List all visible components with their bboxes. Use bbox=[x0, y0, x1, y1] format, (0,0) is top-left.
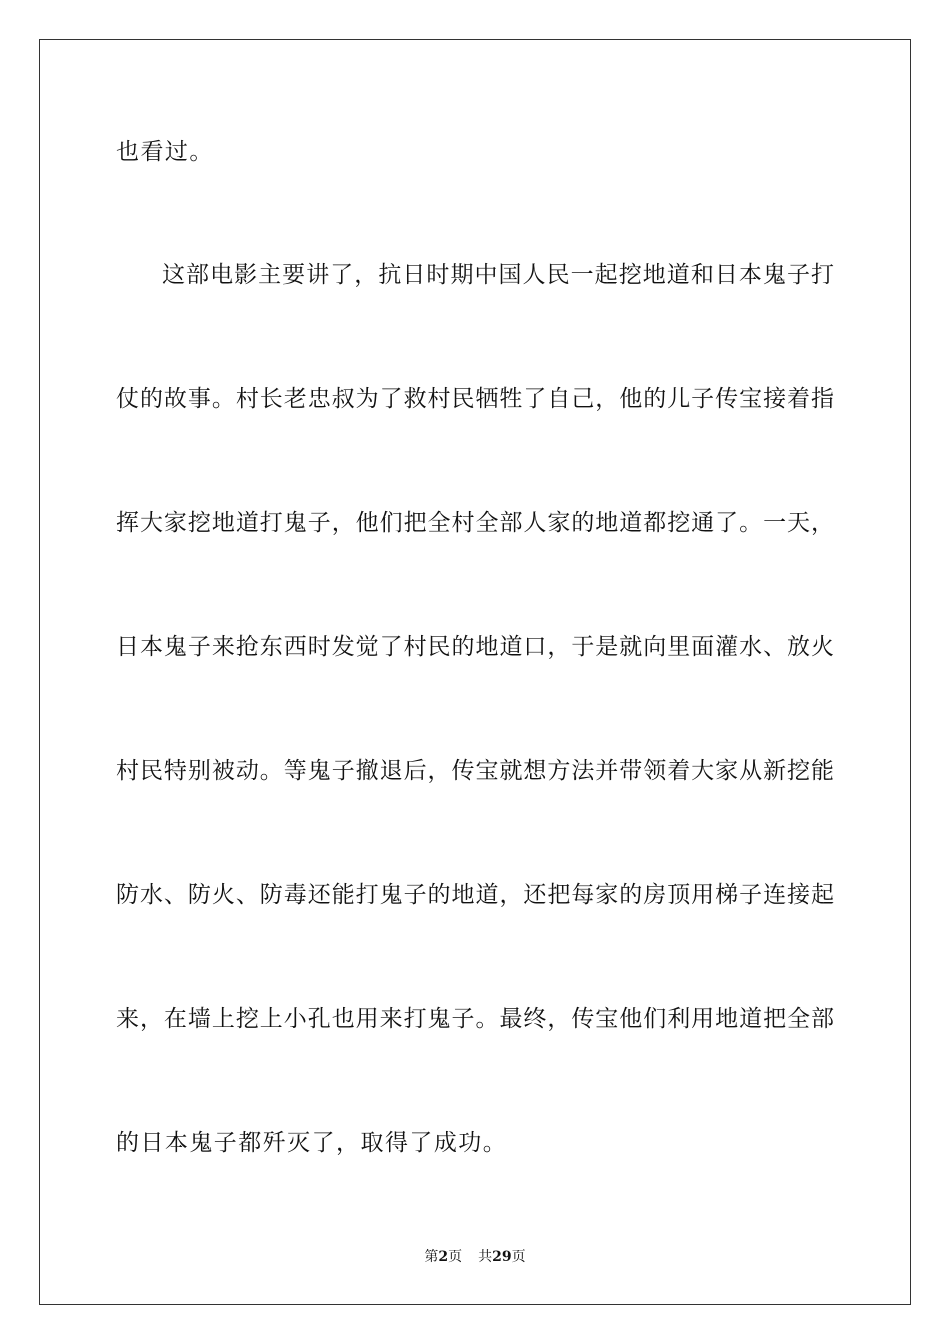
text-line-2: 这部电影主要讲了，抗日时期中国人民一起挖地道和日本鬼子打 bbox=[162, 262, 834, 288]
text-line-9: 的日本鬼子都歼灭了，取得了成功。 bbox=[116, 1130, 508, 1156]
page-border bbox=[39, 39, 911, 1305]
page-total bbox=[478, 1249, 525, 1265]
text-line-4: 挥大家挖地道打鬼子，他们把全村全部人家的地道都挖通了。一天， bbox=[116, 510, 834, 536]
current-page: 2 bbox=[438, 1249, 449, 1265]
total-suffix: 页 bbox=[511, 1249, 526, 1265]
text-line-6: 村民特别被动。等鬼子撤退后，传宝就想方法并带领着大家从新挖能 bbox=[116, 758, 834, 784]
text-line-1: 也看过。 bbox=[116, 139, 214, 165]
page-suffix: 页 bbox=[448, 1249, 463, 1265]
page-number bbox=[424, 1249, 462, 1265]
text-line-7: 防水、防火、防毒还能打鬼子的地道，还把每家的房顶用梯子连接起 bbox=[116, 882, 834, 908]
text-line-3: 仗的故事。村长老忠叔为了救村民牺牲了自己，他的儿子传宝接着指 bbox=[116, 386, 834, 412]
total-prefix: 共 bbox=[478, 1249, 493, 1265]
page-prefix: 第 bbox=[424, 1249, 439, 1265]
total-pages: 29 bbox=[492, 1249, 512, 1265]
text-line-5: 日本鬼子来抢东西时发觉了村民的地道口，于是就向里面灌水、放火 bbox=[116, 634, 834, 660]
text-line-8: 来，在墙上挖上小孔也用来打鬼子。最终，传宝他们利用地道把全部 bbox=[116, 1006, 834, 1032]
page-footer bbox=[0, 1248, 950, 1266]
